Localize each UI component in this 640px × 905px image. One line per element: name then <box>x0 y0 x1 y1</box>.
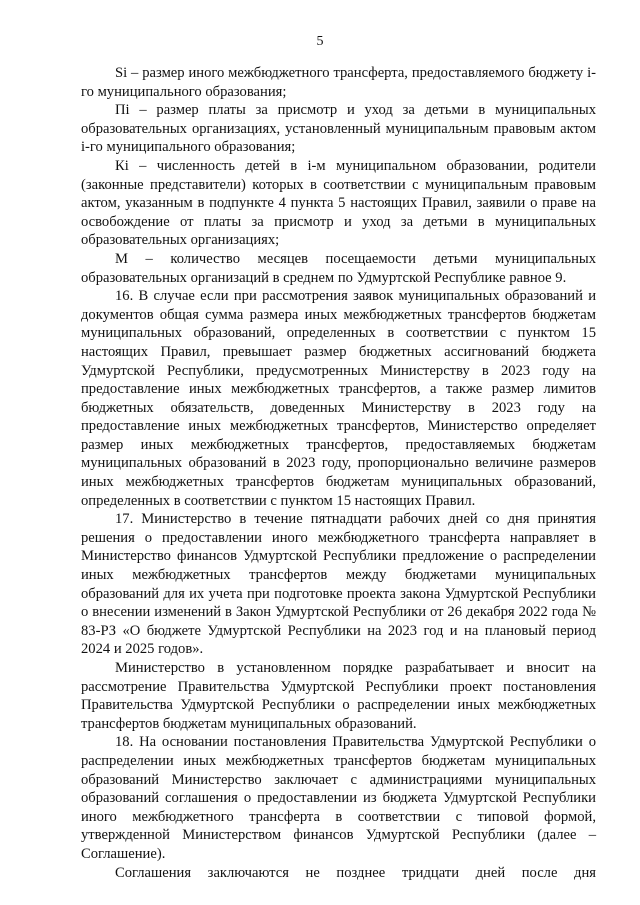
document-body <box>81 64 596 882</box>
paragraph-s-definition: Si – размер иного межбюджетного трансферта, предоставляемого бюджету i-го муниципального образования; <box>81 65 596 100</box>
paragraph-ministry-procedure: Министерство в установленном порядке разрабатывает и вносит на рассмотрение Правительства Удмуртской Республики проект постановления Правительства Удмуртской Республики о распределении иных межбюджетных трансфертов бюджетам муниципальных образований. <box>81 660 596 732</box>
paragraph-clause-16: 16. В случае если при рассмотрения заявок муниципальных образований и документов общая сумма размера иных межбюджетных трансфертов бюджетам муниципальных образований, определенных в соответствии с пунктом 15 настоящих Правил, превышает размер бюджетных ассигнований бюджета Удмуртской Республики, предусмотренных Министерству в 2023 году на предоставление иных межбюджетных трансфертов, а также размер лимитов бюджетных обязательств, доведенных Министерству в 2023 году на предоставление иных межбюджетных трансфертов, Министерство определяет размер иных межбюджетных трансфертов, предоставляемых бюджетам муниципальных образований в 2023 году, пропорционально величине размеров иных межбюджетных трансфертов бюджетам муниципальных образований, определенных в соответствии с пунктом 15 настоящих Правил. <box>81 288 596 509</box>
paragraph-m-definition: М – количество месяцев посещаемости детьми муниципальных образовательных организаций в среднем по Удмуртской Республике равное 9. <box>81 250 596 286</box>
paragraph-agreements-continued: Соглашения заключаются не позднее тридцати дней после дня <box>115 864 596 881</box>
page-number: 5 <box>316 34 324 49</box>
paragraph-k-definition: Кi – численность детей в i-м муниципальном образовании, родители (законные представители) которых в соответствии с муниципальным правовым актом, указанным в подпункте 4 пункта 5 настоящих Правил, заявили о праве на освобождение от платы за присмотр и уход за детьми в муниципальных образовательных организациях; <box>81 157 596 249</box>
paragraph-clause-18: 18. На основании постановления Правительства Удмуртской Республики о распределении иных межбюджетных трансфертов бюджетам муниципальных образований Министерство заключает с администрациями муниципальных образований соглашения о предоставлении из бюджета Удмуртской Республики иного межбюджетного трансферта в соответствии с типовой формой, утвержденной Министерством финансов Удмуртской Республики (далее – Соглашение). <box>81 734 596 862</box>
paragraph-clause-17: 17. Министерство в течение пятнадцати рабочих дней со дня принятия решения о предоставлении иного межбюджетного трансферта направляет в Министерство финансов Удмуртской Республики предложение о распределении иных межбюджетных трансфертов между бюджетами муниципальных образований для их учета при подготовке проекта закона Удмуртской Республики о внесении изменений в Закон Удмуртской Республики от 26 декабря 2022 года № 83-РЗ «О бюджете Удмуртской Республики на 2023 год и на плановый период 2024 и 2025 годов». <box>81 511 596 658</box>
paragraph-p-definition: Пi – размер платы за присмотр и уход за детьми в муниципальных образовательных организациях, установленный муниципальным правовым актом i-го муниципального образования; <box>81 102 596 156</box>
